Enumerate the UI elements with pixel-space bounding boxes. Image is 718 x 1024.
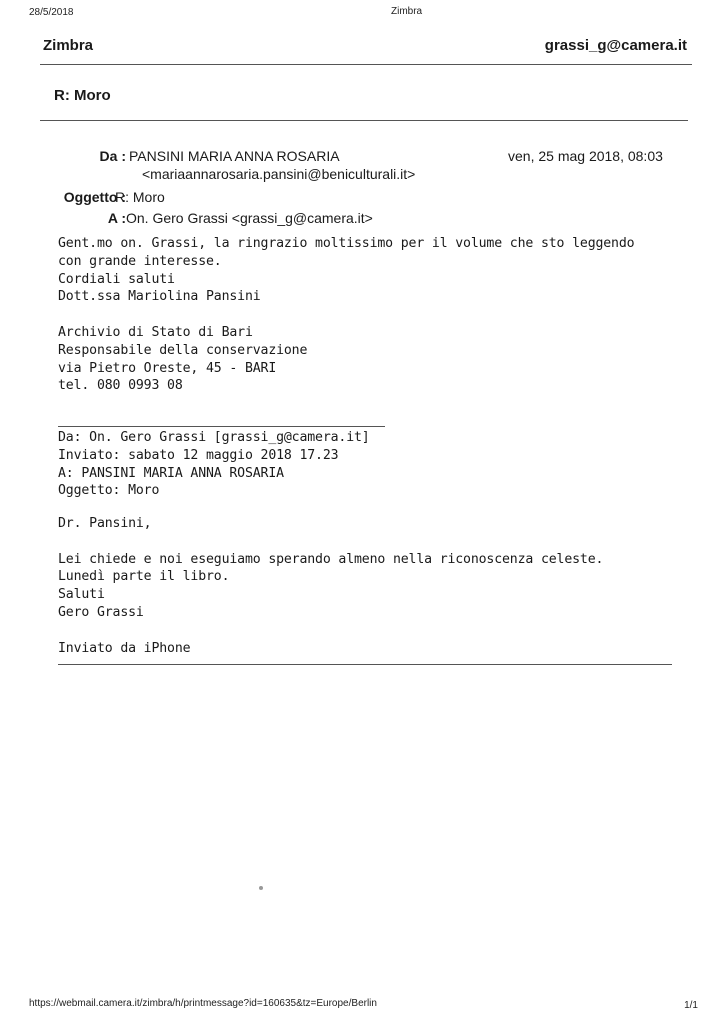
subject-label: Oggetto : xyxy=(63,189,126,205)
subject-divider xyxy=(40,120,688,121)
message-end-divider xyxy=(58,664,672,665)
subject-value: R: Moro xyxy=(115,189,165,205)
from-name: PANSINI MARIA ANNA ROSARIA xyxy=(129,148,340,164)
print-date: 28/5/2018 xyxy=(29,7,74,18)
print-url: https://webmail.camera.it/zimbra/h/printmessage?id=160635&tz=Europe/Berlin xyxy=(29,998,377,1009)
app-name: Zimbra xyxy=(43,37,94,54)
from-email: <mariaannarosaria.pansini@beniculturali.it> xyxy=(142,166,416,182)
quote-divider xyxy=(58,426,385,427)
to-value: On. Gero Grassi <grassi_g@camera.it> xyxy=(126,210,373,226)
print-page-number: 1/1 xyxy=(684,1000,698,1011)
user-email: grassi_g@camera.it xyxy=(544,37,687,54)
print-title: Zimbra xyxy=(391,6,423,17)
message-date: ven, 25 mag 2018, 08:03 xyxy=(508,148,663,164)
header-divider xyxy=(40,64,692,65)
message-subject-title: R: Moro xyxy=(54,87,111,104)
to-label: A : xyxy=(107,210,126,226)
quoted-header: Da: On. Gero Grassi [grassi_g@camera.it] Inviato: sabato 12 maggio 2018 17.23 A: PANSINI MARIA ANNA ROSARIA Oggetto: Moro xyxy=(58,430,370,499)
from-label: Da : xyxy=(99,148,126,164)
scan-speck xyxy=(259,886,263,890)
quoted-body: Dr. Pansini, Lei chiede e noi eseguiamo sperando almeno nella riconoscenza celeste. Lunedì parte il libro. Saluti Gero Grassi Inviato da iPhone xyxy=(58,516,604,656)
message-body: Gent.mo on. Grassi, la ringrazio moltissimo per il volume che sto leggendo con grande interesse. Cordiali saluti Dott.ssa Mariolina Pansini Archivio di Stato di Bari Responsabile della conservazione via Pietro Oreste, 45 - BARI tel. 080 0993 08 xyxy=(58,236,635,394)
